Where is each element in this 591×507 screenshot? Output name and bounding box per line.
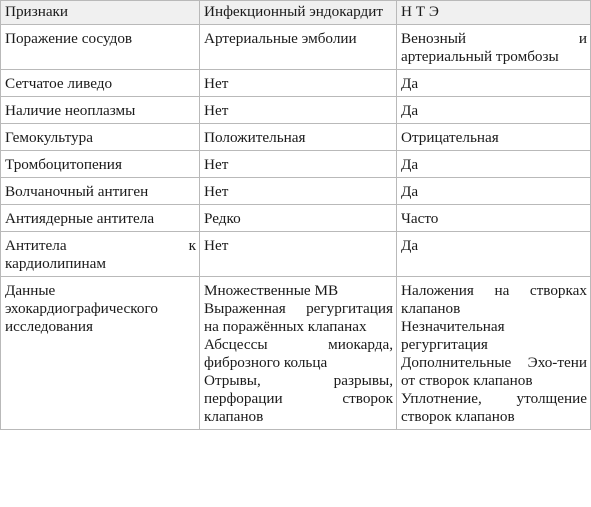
ie-cell: Нет — [200, 70, 397, 97]
feature-cell: Поражение сосудов — [1, 25, 200, 70]
ie-cell — [200, 277, 397, 430]
ie-cell: Артериальные эмболии — [200, 25, 397, 70]
ie-cell: Нет — [200, 232, 397, 277]
feature-cell: Антиядерные антитела — [1, 205, 200, 232]
ie-cell: Положительная — [200, 124, 397, 151]
ie-cell: Нет — [200, 151, 397, 178]
feature-cell-line — [5, 237, 196, 255]
feature-cell-word: Антитела — [5, 237, 67, 254]
nte-cell: Да — [397, 70, 591, 97]
header-cell-nte: Н Т Э — [397, 1, 591, 25]
nte-finding: Дополнительные Эхо-тени от створок клапанов — [401, 354, 587, 389]
nte-cell — [397, 25, 591, 70]
feature-cell: Волчаночный антиген — [1, 178, 200, 205]
table-row — [1, 25, 591, 70]
feature-cell: Гемокультура — [1, 124, 200, 151]
nte-cell: Да — [397, 232, 591, 277]
feature-cell — [1, 232, 200, 277]
feature-cell-line: кардиолипинам — [5, 255, 106, 272]
ie-finding: Множественные МВ — [204, 282, 339, 299]
header-cell-features: Признаки — [1, 1, 200, 25]
nte-cell — [397, 277, 591, 430]
table-row — [1, 124, 591, 151]
feature-cell: Тромбоцитопения — [1, 151, 200, 178]
nte-cell-line — [401, 30, 587, 48]
table-row — [1, 277, 591, 430]
ie-cell: Нет — [200, 178, 397, 205]
table-row — [1, 178, 591, 205]
table-row — [1, 205, 591, 232]
table-row — [1, 70, 591, 97]
nte-cell: Да — [397, 178, 591, 205]
ie-finding: Отрывы, разрывы, перфорации створок клапанов — [204, 372, 393, 425]
feature-cell: Наличие неоплазмы — [1, 97, 200, 124]
nte-finding: Наложения на створках клапанов — [401, 282, 587, 317]
nte-cell-word: и — [578, 30, 587, 47]
feature-cell-word: к — [188, 237, 196, 254]
ie-finding: Абсцессы миокарда, фиброзного кольца — [204, 336, 393, 371]
nte-cell: Да — [397, 97, 591, 124]
ie-finding: Выраженная регургитация на поражённых клапанах — [204, 300, 393, 335]
nte-finding: Уплотнение, утолщение створок клапанов — [401, 390, 587, 425]
nte-cell-line: артериальный тромбозы — [401, 48, 559, 65]
table-header-row — [1, 1, 591, 25]
header-cell-infective-endocarditis: Инфекционный эндокардит — [200, 1, 397, 25]
nte-cell: Часто — [397, 205, 591, 232]
nte-cell: Да — [397, 151, 591, 178]
feature-cell: Данные эхокардиографического исследования — [1, 277, 200, 430]
feature-cell: Сетчатое ливедо — [1, 70, 200, 97]
nte-cell: Отрицательная — [397, 124, 591, 151]
ie-cell: Редко — [200, 205, 397, 232]
nte-cell-word: Венозный — [401, 30, 467, 47]
nte-finding: Незначительная регургитация — [401, 318, 505, 353]
table-row — [1, 151, 591, 178]
ie-cell: Нет — [200, 97, 397, 124]
table-row — [1, 97, 591, 124]
table-row — [1, 232, 591, 277]
